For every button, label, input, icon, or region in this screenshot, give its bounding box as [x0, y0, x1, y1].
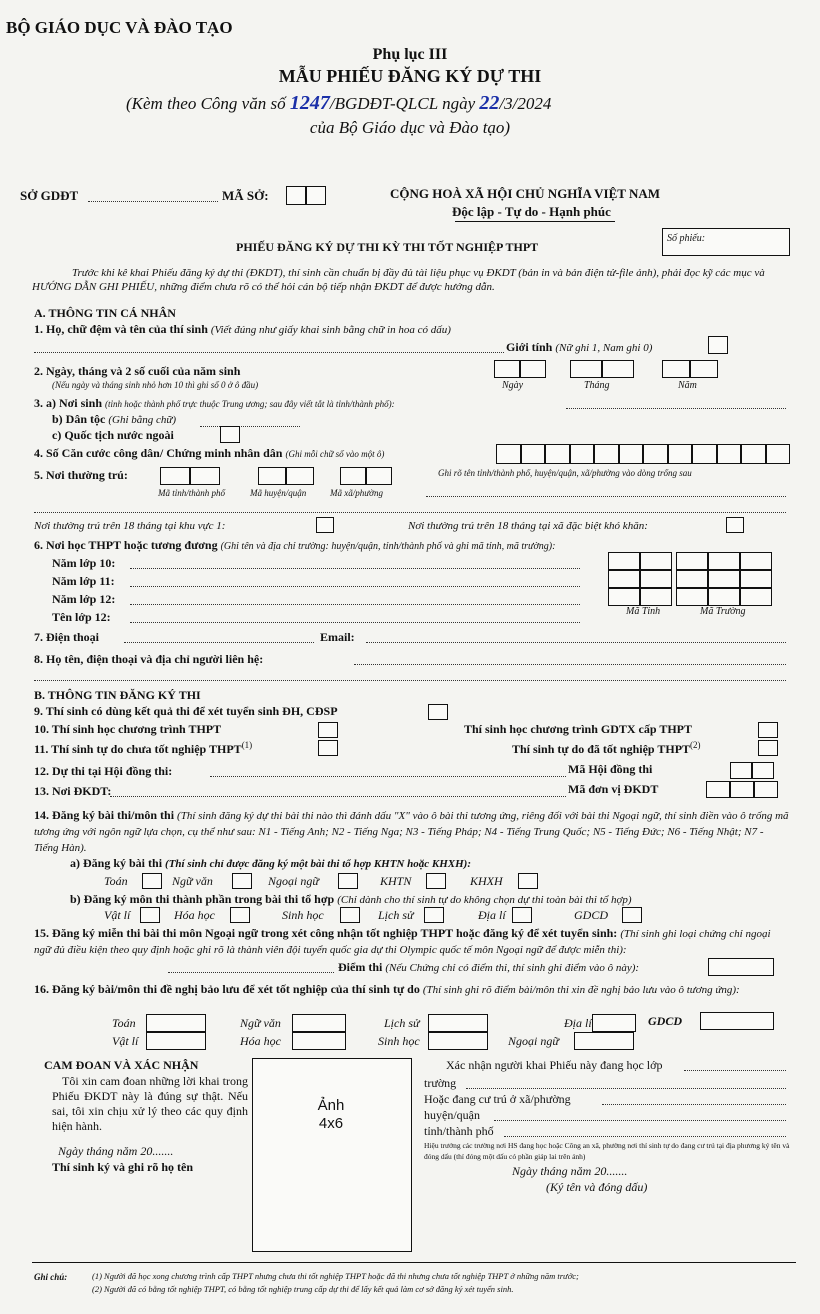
ma-so-box-2[interactable]: [306, 186, 326, 205]
q10b-label: Thí sinh học chương trình GDTX cấp THPT: [464, 722, 693, 736]
ref-day-handwritten: 22: [479, 92, 500, 114]
commit-sign: Thí sinh ký và ghi rõ họ tên: [52, 1160, 194, 1174]
q14-label: 14. Đăng ký bài thi/môn thi: [34, 808, 175, 822]
xa-dbkk-box[interactable]: [726, 517, 744, 533]
school-code-box[interactable]: [708, 552, 740, 570]
q11-label: 11. Thí sinh tự do chưa tốt nghiệp THPT: [34, 742, 242, 756]
subject-checkbox[interactable]: [426, 873, 446, 889]
ma-dv-label: Mã đơn vị ĐKDT: [568, 782, 659, 796]
q14a-note: (Thí sinh chỉ được đăng ký một bài thi tổ hợp KHTN hoặc KHXH):: [165, 858, 471, 870]
ten-lop-label: Tên lớp 12:: [52, 610, 111, 624]
confirm-sign: (Ký tên và đóng dấu): [546, 1180, 648, 1194]
residence-code-box[interactable]: [366, 467, 392, 485]
reserve-subject-label: Hóa học: [240, 1034, 281, 1048]
reserve-score-box[interactable]: [292, 1032, 346, 1050]
xa-dbkk-label: Nơi thường trú trên 18 tháng tại xã đặc biệt khó khăn:: [408, 520, 648, 532]
confirm-class-label: Xác nhận người khai Phiếu này đang học lớp: [446, 1058, 663, 1072]
section-b-title: B. THÔNG TIN ĐĂNG KÝ THI: [34, 688, 201, 702]
reserve-subject-label: Sinh học: [378, 1034, 420, 1048]
q3c-label: c) Quốc tịch nước ngoài: [52, 428, 174, 442]
birth-year-box-1[interactable]: [662, 360, 690, 378]
school-code-box[interactable]: [676, 570, 708, 588]
ma-dv-box-1[interactable]: [706, 781, 730, 798]
email-label: Email:: [320, 630, 355, 644]
ghi-chu-label: Ghi chú:: [34, 1272, 68, 1282]
residence-code-box[interactable]: [258, 467, 286, 485]
id-digit-box[interactable]: [692, 444, 717, 464]
ma-dv-box-3[interactable]: [754, 781, 778, 798]
q6-note: (Ghi tên và địa chỉ trường: huyện/quận, tỉnh/thành phố và ghi mã tỉnh, mã trường):: [220, 541, 556, 552]
school-code-box[interactable]: [676, 552, 708, 570]
component-subject-label: GDCD: [574, 908, 609, 922]
q11-box[interactable]: [318, 740, 338, 756]
q3a-label: 3. a) Nơi sinh: [34, 396, 102, 410]
reg-place-field[interactable]: [110, 796, 566, 797]
id-digit-box[interactable]: [594, 444, 619, 464]
reserve-score-box[interactable]: [592, 1014, 636, 1032]
confirm-class-field[interactable]: [684, 1070, 786, 1071]
ethnicity-field[interactable]: [200, 426, 300, 427]
reserve-subject-label: Địa lí: [564, 1016, 592, 1030]
q3a-note: (tỉnh hoặc thành phố trực thuộc Trung ương; sau đây viết tắt là tỉnh/thành phố):: [105, 399, 395, 409]
residence-code-box[interactable]: [286, 467, 314, 485]
nam-label: Năm: [678, 380, 697, 391]
reference-line-2: của Bộ Giáo dục và Đào tạo): [309, 118, 511, 137]
q9-box[interactable]: [428, 704, 448, 720]
residence-code-box[interactable]: [190, 467, 220, 485]
q1-note: (Viết đúng như giấy khai sinh bằng chữ in hoa có dấu): [210, 324, 451, 336]
confirm-district-label: huyện/quận: [424, 1108, 480, 1122]
section-a-title: A. THÔNG TIN CÁ NHÂN: [34, 306, 176, 320]
q15-note: (Thí sinh ghi loại chứng chỉ ngoại ngữ đủ điều kiện theo quy định hoặc ghi rõ là thành viên đội tuyển quốc gia dự thi Olympic quốc tế môn Ngoại ngữ để được miễn thi):: [34, 928, 771, 956]
q16-note: (Thí sinh ghi rõ điểm bài/môn thi xin đề nghị bảo lưu vào ô tương ứng):: [422, 984, 740, 996]
motto-underline: [455, 221, 615, 222]
q11b-box[interactable]: [758, 740, 778, 756]
id-digit-box[interactable]: [766, 444, 791, 464]
school-code-box[interactable]: [740, 570, 772, 588]
id-digit-box[interactable]: [496, 444, 521, 464]
q6-label: 6. Nơi học THPT hoặc tương đương: [34, 538, 218, 552]
confirm-date: Ngày tháng năm 20.......: [512, 1164, 628, 1178]
ma-hd-label: Mã Hội đồng thi: [568, 762, 653, 776]
ref-suffix: /3/2024: [499, 94, 552, 113]
lop11-field[interactable]: [130, 586, 580, 587]
lop12-field[interactable]: [130, 604, 580, 605]
lop10-field[interactable]: [130, 568, 580, 569]
reserve-subject-label: Lịch sử: [384, 1016, 420, 1030]
q10-label: 10. Thí sinh học chương trình THPT: [34, 722, 222, 736]
q16-label: 16. Đăng ký bài/môn thi đề nghị bảo lưu để xét tốt nghiệp của thí sinh tự do: [34, 982, 420, 996]
cert-type-field[interactable]: [168, 972, 334, 973]
footnote-2: (2) Người đã có bằng tốt nghiệp THPT, có bằng tốt nghiệp trung cấp dự thi để lấy kết quả làm cơ sở đăng ký xét tuyển sinh.: [92, 1284, 514, 1294]
school-code-box[interactable]: [708, 588, 740, 606]
q5-label: 5. Nơi thường trú:: [34, 468, 128, 482]
ma-xa-label: Mã xã/phường: [330, 488, 383, 498]
component-subject-checkbox[interactable]: [340, 907, 360, 923]
thang-label: Tháng: [584, 380, 610, 391]
gender-note: (Nữ ghi 1, Nam ghi 0): [555, 342, 653, 354]
so-phieu-label: Số phiếu:: [667, 233, 706, 244]
q16-block: [34, 982, 790, 998]
footer-divider: [32, 1262, 796, 1263]
ma-hd-box-2[interactable]: [752, 762, 774, 779]
component-subject-label: Địa lí: [478, 908, 506, 922]
reserve-subject-label: Vật lí: [112, 1034, 139, 1048]
reserve-score-box[interactable]: [292, 1014, 346, 1032]
q15-block: [34, 926, 790, 958]
school-code-box[interactable]: [640, 588, 672, 606]
ref-middle: /BGDĐT-QLCL ngày: [329, 94, 476, 113]
reserve-score-box[interactable]: [146, 1032, 206, 1050]
q14b-note: (Chỉ dành cho thí sinh tự do không chọn dự thi toàn bài thi tổ hợp): [337, 894, 632, 906]
ngay-label: Ngày: [502, 380, 524, 391]
ma-tinh-label: Mã Tỉnh: [626, 606, 661, 617]
school-code-box[interactable]: [640, 570, 672, 588]
q4-label: 4. Số Căn cước công dân/ Chứng minh nhân dân: [34, 446, 283, 460]
subject-checkbox[interactable]: [338, 873, 358, 889]
residence-field-2[interactable]: [34, 512, 786, 513]
confirm-province-label: tỉnh/thành phố: [424, 1124, 494, 1138]
residence-code-box[interactable]: [340, 467, 366, 485]
component-subject-label: Vật lí: [104, 908, 131, 922]
gender-box[interactable]: [708, 336, 728, 354]
id-digit-box[interactable]: [570, 444, 595, 464]
motto: Độc lập - Tự do - Hạnh phúc: [452, 204, 611, 219]
reserve-score-box[interactable]: [428, 1014, 488, 1032]
ma-tinh-tp-label: Mã tỉnh/thành phố: [158, 488, 225, 498]
confirm-ward-field[interactable]: [602, 1104, 786, 1105]
q7-label: 7. Điện thoại: [34, 630, 100, 644]
q4-note: (Ghi mỗi chữ số vào một ô): [285, 449, 385, 459]
form-title: MẪU PHIẾU ĐĂNG KÝ DỰ THI: [278, 66, 542, 86]
commit-title: CAM ĐOAN VÀ XÁC NHẬN: [44, 1058, 199, 1072]
commit-text: Tôi xin cam đoan những lời khai trong Phiếu ĐKDT này là đúng sự thật. Nếu sai, tôi xin chịu xử lý theo các quy định hiện hành.: [52, 1074, 248, 1133]
school-code-box[interactable]: [740, 588, 772, 606]
q14b-label: b) Đăng ký môn thi thành phần trong bài thi tổ hợp: [70, 892, 335, 906]
ma-dv-box-2[interactable]: [730, 781, 754, 798]
q12-label: 12. Dự thi tại Hội đồng thi:: [34, 764, 173, 778]
q9-label: 9. Thí sinh có dùng kết quả thi để xét tuyển sinh ĐH, CĐSP: [34, 704, 338, 718]
q3b-label: b) Dân tộc: [52, 412, 106, 426]
subject-label: KHTN: [380, 874, 412, 888]
kv1-box[interactable]: [316, 517, 334, 533]
kv1-label: Nơi thường trú trên 18 tháng tại khu vực 1:: [34, 520, 226, 532]
ma-truong-label: Mã Trường: [700, 606, 746, 617]
residence-field-1[interactable]: [426, 496, 786, 497]
birthplace-field[interactable]: [566, 408, 786, 409]
lop11-label: Năm lớp 11:: [52, 574, 115, 588]
subject-label: Ngoại ngữ: [268, 874, 319, 888]
q14-block: [34, 808, 790, 856]
birth-month-box-1[interactable]: [570, 360, 602, 378]
subject-label: Ngữ văn: [172, 874, 213, 888]
component-subject-checkbox[interactable]: [424, 907, 444, 923]
diem-thi-label: Điểm thi: [338, 960, 383, 974]
component-subject-label: Lịch sử: [378, 908, 414, 922]
ref-number-handwritten: 1247: [289, 92, 330, 114]
footnote-1-marker: (1): [241, 740, 253, 750]
ma-so-label: MÃ SỞ:: [222, 188, 269, 203]
q5-note: Ghi rõ tên tỉnh/thành phố, huyện/quận, xã/phường vào dòng trống sau: [438, 468, 692, 478]
q15-label: 15. Đăng ký miễn thi bài thi môn Ngoại ngữ trong xét công nhận tốt nghiệp THPT hoặc đăng ký để xét tuyển sinh:: [34, 926, 618, 940]
residence-code-box[interactable]: [160, 467, 190, 485]
footnote-2-marker: (2): [690, 740, 701, 750]
school-code-box[interactable]: [676, 588, 708, 606]
ten-lop-field[interactable]: [130, 622, 580, 623]
contact-field-2[interactable]: [34, 680, 786, 681]
id-digit-box[interactable]: [619, 444, 644, 464]
reserve-subject-label: Ngoại ngữ: [508, 1034, 559, 1048]
component-subject-label: Hóa học: [174, 908, 215, 922]
reserve-score-box[interactable]: [428, 1032, 488, 1050]
id-digit-box[interactable]: [717, 444, 742, 464]
phone-field[interactable]: [124, 642, 314, 643]
reference-line: [126, 92, 551, 115]
ma-so-box-1[interactable]: [286, 186, 306, 205]
q10b-box[interactable]: [758, 722, 778, 738]
component-subject-checkbox[interactable]: [140, 907, 160, 923]
subject-checkbox[interactable]: [142, 873, 162, 889]
photo-label: Ảnh: [317, 1097, 345, 1114]
exam-council-field[interactable]: [210, 776, 566, 777]
q13-label: 13. Nơi ĐKDT:: [34, 784, 112, 798]
reserve-score-box[interactable]: [574, 1032, 634, 1050]
id-digit-box[interactable]: [668, 444, 693, 464]
ma-huyen-label: Mã huyện/quận: [250, 488, 307, 498]
birth-month-box-2[interactable]: [602, 360, 634, 378]
confirm-district-field[interactable]: [494, 1120, 786, 1121]
component-subject-checkbox[interactable]: [230, 907, 250, 923]
reserve-subject-label: Ngữ văn: [240, 1016, 281, 1030]
id-digit-box[interactable]: [521, 444, 546, 464]
birth-day-box-2[interactable]: [520, 360, 546, 378]
q3b-note: (Ghi bằng chữ): [108, 414, 177, 426]
q2-note: (Nếu ngày và tháng sinh nhỏ hơn 10 thì ghi số 0 ở ô đầu): [52, 380, 259, 390]
diem-thi-note: (Nếu Chứng chỉ có điểm thi, thí sinh ghi điểm vào ô này):: [385, 962, 640, 974]
component-subject-checkbox[interactable]: [622, 907, 642, 923]
school-code-box[interactable]: [640, 552, 672, 570]
subject-checkbox[interactable]: [232, 873, 252, 889]
appendix-label: Phụ lục III: [372, 46, 448, 63]
birth-day-box-1[interactable]: [494, 360, 520, 378]
fullname-field[interactable]: [34, 352, 504, 353]
photo-size: 4x6: [318, 1115, 344, 1132]
ref-prefix: (Kèm theo Công văn số: [126, 94, 286, 113]
subject-checkbox[interactable]: [518, 873, 538, 889]
confirm-school-field[interactable]: [466, 1088, 786, 1089]
reserve-subject-label: GDCD: [648, 1014, 683, 1028]
school-code-box[interactable]: [740, 552, 772, 570]
q1-label: 1. Họ, chữ đệm và tên của thí sinh: [34, 322, 208, 336]
q8-label: 8. Họ tên, điện thoại và địa chỉ người liên hệ:: [34, 652, 264, 666]
foreign-nationality-box[interactable]: [220, 426, 240, 443]
q11b-label: Thí sinh tự do đã tốt nghiệp THPT: [512, 742, 691, 756]
school-code-box[interactable]: [708, 570, 740, 588]
confirm-province-field[interactable]: [504, 1136, 786, 1137]
gender-label: Giới tính: [506, 340, 553, 354]
q10-box[interactable]: [318, 722, 338, 738]
ministry-heading: BỘ GIÁO DỤC VÀ ĐÀO TẠO: [6, 18, 233, 37]
so-phieu-box[interactable]: [662, 228, 790, 256]
q14a-label: a) Đăng ký bài thi: [70, 856, 163, 870]
confirm-ward-label: Hoặc đang cư trú ở xã/phường: [424, 1092, 571, 1106]
component-subject-checkbox[interactable]: [512, 907, 532, 923]
id-digit-box[interactable]: [643, 444, 668, 464]
reserve-score-box[interactable]: [146, 1014, 206, 1032]
q14-note: (Thí sinh đăng ký dự thi bài thi nào thì đánh dấu "X" vào ô bài thi tương ứng, riêng đối với bài thi Ngoại ngữ, thí sinh điền vào ô trống mã tương ứng với ngôn ngữ lựa chọn, cụ thể như sau: N1 - Tiếng Anh; N2 - Tiếng Nga; N3 - Tiếng Pháp; N4 - Tiếng Trung Quốc; N5 - Tiếng Đức; N6 - Tiếng Nhật; N7 - Tiếng Hàn).: [34, 810, 789, 854]
sheet-title: PHIẾU ĐĂNG KÝ DỰ THI KỲ THI TỐT NGHIỆP THPT: [236, 240, 539, 254]
school-code-box[interactable]: [608, 570, 640, 588]
school-code-box[interactable]: [608, 552, 640, 570]
so-gddt-field[interactable]: [88, 201, 218, 202]
subject-label: Toán: [104, 874, 128, 888]
id-digit-box[interactable]: [545, 444, 570, 464]
reserve-subject-label: Toán: [112, 1016, 136, 1030]
school-code-box[interactable]: [608, 588, 640, 606]
email-field[interactable]: [366, 642, 786, 643]
lop10-label: Năm lớp 10:: [52, 556, 116, 570]
so-gddt-label: SỞ GDĐT: [20, 188, 79, 203]
birth-year-box-2[interactable]: [690, 360, 718, 378]
lop12-label: Năm lớp 12:: [52, 592, 116, 606]
id-digit-box[interactable]: [741, 444, 766, 464]
confirm-school-label: trường: [424, 1076, 457, 1090]
ma-hd-box-1[interactable]: [730, 762, 752, 779]
component-subject-label: Sinh học: [282, 908, 324, 922]
reserve-score-box[interactable]: [700, 1012, 774, 1030]
subject-label: KHXH: [470, 874, 503, 888]
footnote-1: (1) Người đã học xong chương trình cấp THPT nhưng chưa thi tốt nghiệp THPT hoặc đã thi nhưng chưa tốt nghiệp THPT ở những năm trước;: [92, 1271, 579, 1281]
republic-title: CỘNG HOÀ XÃ HỘI CHỦ NGHĨA VIỆT NAM: [390, 186, 661, 201]
intro-text: Trước khi kê khai Phiếu đăng ký dự thi (ĐKDT), thí sinh cần chuẩn bị đầy đủ tài liệu phục vụ ĐKDT (bản in và bản điện tử-file ảnh), phải đọc kỹ các mục và HƯỚNG DẪN GHI PHIẾU, những điểm chưa rõ có thể hỏi cán bộ tiếp nhận ĐKDT để được hướng dẫn.: [32, 267, 765, 293]
diem-thi-box[interactable]: [708, 958, 774, 976]
photo-box: [252, 1058, 412, 1252]
q2-label: 2. Ngày, tháng và 2 số cuối của năm sinh: [34, 364, 241, 378]
commit-date: Ngày tháng năm 20.......: [58, 1144, 174, 1158]
confirm-note: Hiệu trưởng các trường nơi HS đang học hoặc Công an xã, phường nơi thí sinh tự do đang cư trú tại địa phương ký tên và đóng dấu (thí đóng một dấu có phần giáp lai trên ảnh): [424, 1141, 790, 1161]
contact-field-1[interactable]: [354, 664, 786, 665]
